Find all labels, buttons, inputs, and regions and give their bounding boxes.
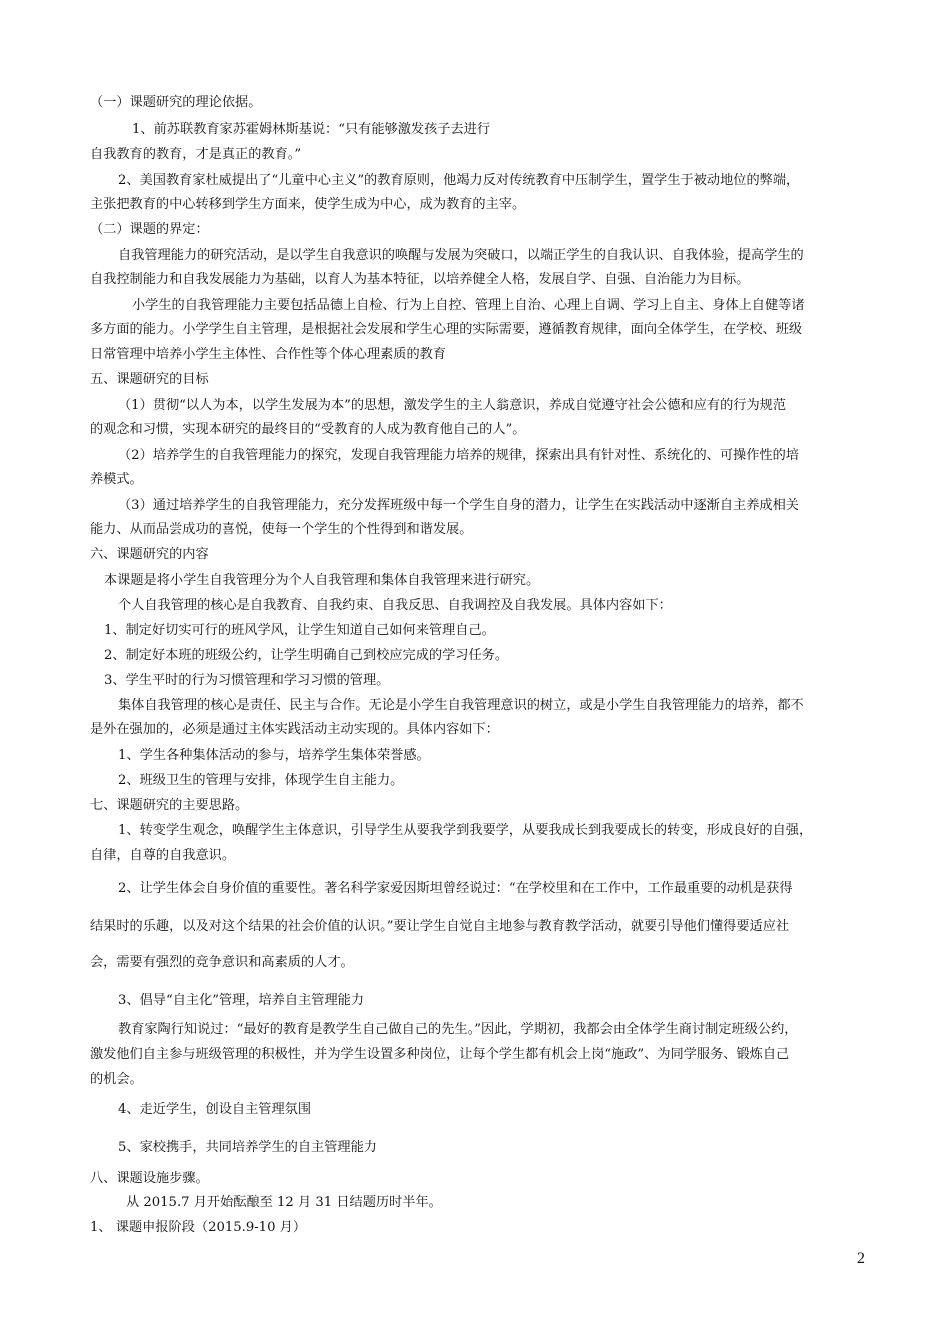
text-line: 养模式。 bbox=[90, 472, 143, 487]
text-line: 1、 课题申报阶段（2015.9-10 月） bbox=[90, 1220, 307, 1235]
text-line: 2、班级卫生的管理与安排，体现学生自主能力。 bbox=[118, 773, 404, 788]
text-line: 自律，自尊的自我意识。 bbox=[90, 848, 236, 863]
text-line: 1、学生各种集体活动的参与，培养学生集体荣誉感。 bbox=[118, 748, 430, 763]
text-line: 2、制定好本班的班级公约，让学生明确自己到校应完成的学习任务。 bbox=[104, 648, 509, 663]
text-line: 个人自我管理的核心是自我教育、自我约束、自我反思、自我调控及自我发展。具体内容如下： bbox=[118, 598, 672, 613]
text-line: 教育家陶行知说过：“最好的教育是教学生自己做自己的先生。”因此，学期初，我都会由全体学生商讨制定班级公约， bbox=[118, 1022, 798, 1037]
text-line: 的机会。 bbox=[90, 1072, 143, 1087]
text-line: 自我教育的教育，才是真正的教育。” bbox=[90, 147, 302, 162]
text-line: 日常管理中培养小学生主体性、合作性等个体心理素质的教育 bbox=[90, 347, 447, 362]
text-line: 小学生的自我管理能力主要包括品德上自检、行为上自控、管理上自治、心理上自调、学习上自主、身体上自健等诸 bbox=[132, 298, 805, 313]
text-line: （2）培养学生的自我管理能力的探究，发现自我管理能力培养的规律，探索出具有针对性、系统化的、可操作性的培 bbox=[118, 448, 799, 463]
text-line: 1、前苏联教育家苏霍姆林斯基说：“只有能够激发孩子去进行 bbox=[132, 122, 491, 137]
text-line: 会，需要有强烈的竞争意识和高素质的人才。 bbox=[90, 955, 354, 970]
text-line: （3）通过培养学生的自我管理能力，充分发挥班级中每一个学生自身的潜力，让学生在实践活动中逐渐自主养成相关 bbox=[118, 498, 799, 513]
text-line: （一）课题研究的理论依据。 bbox=[90, 95, 262, 110]
text-line: 集体自我管理的核心是责任、民主与合作。无论是小学生自我管理意识的树立，或是小学生自我管理能力的培养，都不 bbox=[118, 698, 804, 713]
text-line: 4、走近学生，创设自主管理氛围 bbox=[118, 1102, 312, 1117]
text-line: 自我管理能力的研究活动，是以学生自我意识的唤醒与发展为突破口，以端正学生的自我认识、自我体验，提高学生的 bbox=[118, 248, 804, 263]
text-line: 八、课题设施步骤。 bbox=[90, 1171, 209, 1186]
text-line: 自我控制能力和自我发展能力为基础，以育人为基本特征，以培养健全人格，发展自学、自强、自治能力为目标。 bbox=[90, 272, 750, 287]
text-line: 激发他们自主参与班级管理的积极性，并为学生设置多种岗位，让每个学生都有机会上岗“施政”、为同学服务、锻炼自己 bbox=[90, 1047, 790, 1062]
text-line: 2、美国教育家杜威提出了“儿童中心主义”的教育原则，他竭力反对传统教育中压制学生，置学生于被动地位的弊端， bbox=[118, 173, 800, 188]
text-line: 七、课题研究的主要思路。 bbox=[90, 798, 249, 813]
text-line: 结果时的乐趣，以及对这个结果的社会价值的认识。”要让学生自觉自主地参与教育教学活动，就要引导他们懂得要适应社 bbox=[90, 919, 790, 934]
text-line: 3、倡导“自主化”管理，培养自主管理能力 bbox=[118, 993, 365, 1008]
text-line: 能力、从而品尝成功的喜悦，使每一个学生的个性得到和谐发展。 bbox=[90, 522, 473, 537]
text-line: 从 2015.7 月开始酝酿至 12 月 31 日结题历时半年。 bbox=[126, 1195, 442, 1210]
page-number: 2 bbox=[857, 1250, 865, 1267]
text-line: 2、让学生体会自身价值的重要性。著名科学家爱因斯坦曾经说过：“在学校里和在工作中，工作最重要的动机是获得 bbox=[118, 881, 793, 896]
text-line: 本课题是将小学生自我管理分为个人自我管理和集体自我管理来进行研究。 bbox=[104, 573, 540, 588]
text-line: 1、制定好切实可行的班风学风，让学生知道自己如何来管理自己。 bbox=[104, 623, 495, 638]
text-line: 主张把教育的中心转移到学生方面来，使学生成为中心，成为教育的主宰。 bbox=[90, 197, 526, 212]
text-line: 的观念和习惯，实现本研究的最终目的“受教育的人成为教育他自己的人”。 bbox=[90, 422, 526, 437]
text-line: 3、学生平时的行为习惯管理和学习习惯的管理。 bbox=[104, 673, 390, 688]
text-line: 五、课题研究的目标 bbox=[90, 372, 209, 387]
text-line: （二）课题的界定： bbox=[90, 222, 209, 237]
text-line: 1、转变学生观念，唤醒学生主体意识，引导学生从要我学到我要学，从要我成长到我要成长的转变，形成良好的自强， bbox=[118, 823, 813, 838]
text-line: 5、家校携手，共同培养学生的自主管理能力 bbox=[118, 1140, 377, 1155]
text-line: 多方面的能力。小学学生自主管理，是根据社会发展和学生心理的实际需要，遵循教育规律，面向全体学生，在学校、班级 bbox=[90, 322, 803, 337]
text-line: 是外在强加的，必须是通过主体实践活动主动实现的。具体内容如下： bbox=[90, 722, 499, 737]
text-line: 六、课题研究的内容 bbox=[90, 547, 209, 562]
text-line: （1）贯彻“以人为本，以学生发展为本”的思想，激发学生的主人翁意识，养成自觉遵守社会公德和应有的行为规范 bbox=[118, 398, 787, 413]
